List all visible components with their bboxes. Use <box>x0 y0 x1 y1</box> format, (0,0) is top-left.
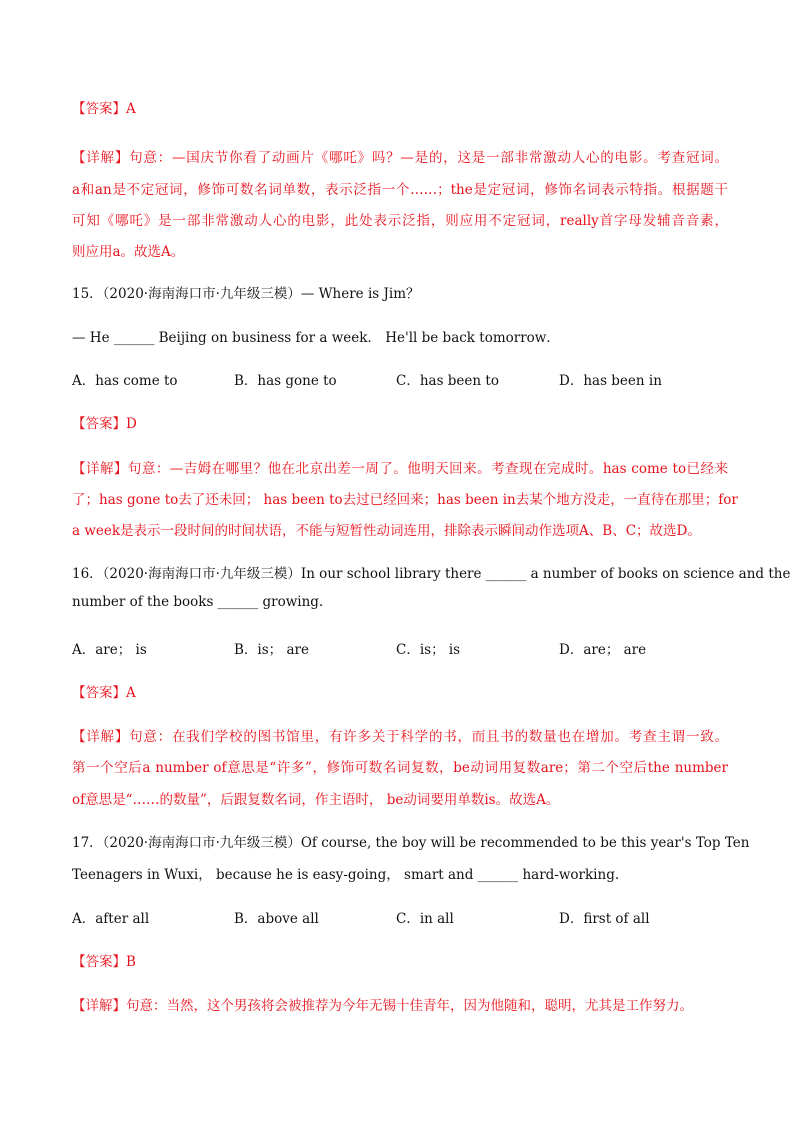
option-b: B．above all <box>234 911 319 927</box>
explanation-line: 第一个空后a number of意思是“许多”，修饰可数名词复数，be动词用复数are；第二个空后the number <box>72 760 728 776</box>
explanation-line: 则应用a。故选A。 <box>72 244 185 260</box>
explanation-line: 可知《哪吒》是一部非常激动人心的电影，此处表示泛指，则应用不定冠词，really首字母发辅音音素， <box>72 213 728 229</box>
option-c: C．has been to <box>396 373 499 389</box>
option-b: B．is； are <box>234 642 309 658</box>
option-a: A．has come to <box>72 373 178 389</box>
option-c: C．in all <box>396 911 454 927</box>
explanation-line: 【详解】句意：当然，这个男孩将会被推荐为今年无锡十佳青年，因为他随和，聪明，尤其是工作努力。 <box>72 998 693 1014</box>
explanation-line: of意思是“……的数量”，后跟复数名词，作主语时， be动词要用单数is。故选A。 <box>72 792 560 808</box>
option-a: A．after all <box>72 911 150 927</box>
question-stem: 17．（2020·海南海口市·九年级三模）Of course, the boy will be recommended to be this year's Top Ten <box>72 835 750 851</box>
option-a: A．are； is <box>72 642 147 658</box>
question-stem: 16．（2020·海南海口市·九年级三模）In our school library there ______ a number of books on science and the <box>72 566 791 582</box>
answer-label: 【答案】A <box>72 101 136 117</box>
question-stem: Teenagers in Wuxi， because he is easy-going， smart and ______ hard-working. <box>72 867 620 883</box>
option-b: B．has gone to <box>234 373 337 389</box>
explanation-line: 【详解】句意：—吉姆在哪里？他在北京出差一周了。他明天回来。考查现在完成时。has come to已经来 <box>72 461 728 477</box>
option-d: D．are； are <box>559 642 647 658</box>
question-stem: — He ______ Beijing on business for a week． He'll be back tomorrow． <box>72 330 560 346</box>
answer-label: 【答案】D <box>72 416 137 432</box>
explanation-line: a和an是不定冠词，修饰可数名词单数，表示泛指一个……；the是定冠词，修饰名词表示特指。根据题干 <box>72 182 728 198</box>
option-d: D．first of all <box>559 911 650 927</box>
explanation-line: 了；has gone to去了还未回； has been to去过已经回来；has been in去某个地方没走，一直待在那里；for <box>72 492 738 508</box>
explanation-line: 【详解】句意：—国庆节你看了动画片《哪吒》吗？—是的，这是一部非常激动人心的电影。考查冠词。 <box>72 150 728 166</box>
answer-label: 【答案】A <box>72 685 136 701</box>
question-stem: 15．（2020·海南海口市·九年级三模）— Where is Jim？ <box>72 286 420 302</box>
option-c: C．is； is <box>396 642 461 658</box>
question-stem: number of the books ______ growing. <box>72 594 324 610</box>
option-d: D．has been in <box>559 373 662 389</box>
explanation-line: a week是表示一段时间的时间状语，不能与短暂性动词连用，排除表示瞬间动作选项A、B、C；故选D。 <box>72 523 701 539</box>
explanation-line: 【详解】句意：在我们学校的图书馆里，有许多关于科学的书，而且书的数量也在增加。考查主谓一致。 <box>72 729 728 745</box>
answer-label: 【答案】B <box>72 954 136 970</box>
